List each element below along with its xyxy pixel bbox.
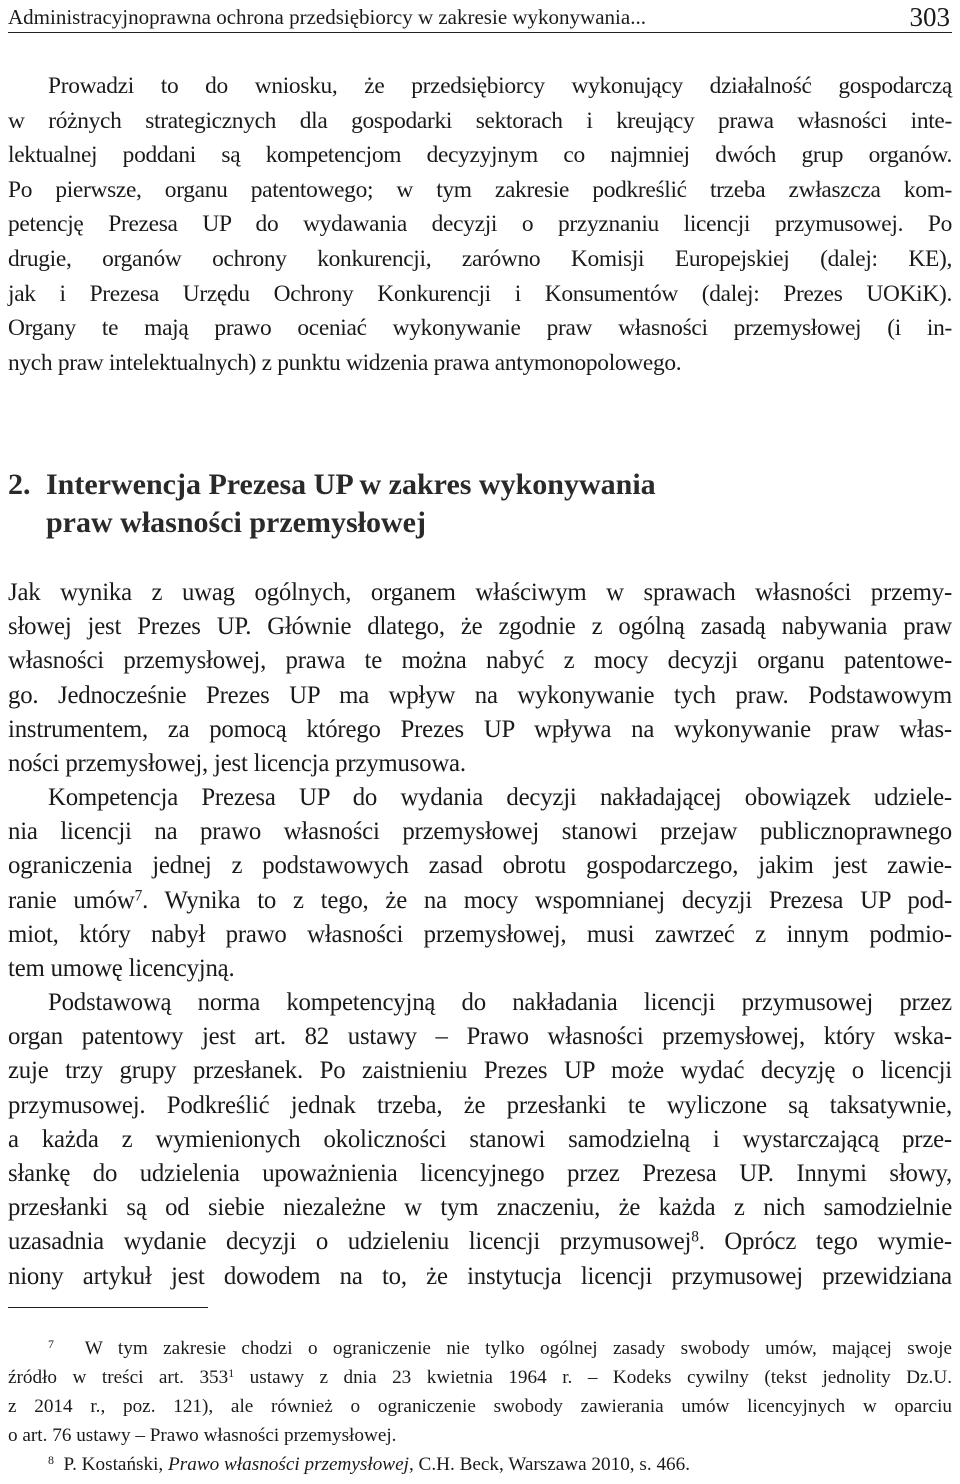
para3-line-5: a każda z wymienionych okoliczności stanowi samodzielną i wystarczającą prze- [8, 1125, 952, 1153]
footnote-7-line-4: o art. 76 ustawy – Prawo własności przemysłowej. [8, 1425, 397, 1446]
section-title-line-1: Interwencja Prezesa UP w zakres wykonywania [46, 468, 656, 501]
intro-line-6: drugie, organów ochrony konkurencji, zarówno Komisji Europejskiej (dalej: KE), [8, 246, 952, 272]
para3-line-8 [8, 1225, 952, 1259]
para2-line-1: Kompetencja Prezesa UP do wydania decyzji nakładającej obowiązek udziele- [48, 784, 952, 811]
page-number: 303 [909, 2, 950, 32]
footnote-7-line-2 [8, 1363, 952, 1392]
footnote-7-text-1: W tym zakresie chodzi o ograniczenie nie tylko ogólnej zasady swobody umów, mającej swoje [84, 1338, 952, 1359]
footnote-ref-8[interactable]: 8 [691, 1228, 699, 1246]
footnote-7-text-2b: ustawy z dnia 23 kwietnia 1964 r. – Kodeks cywilny (tekst jednolity Dz.U. [234, 1367, 952, 1388]
para1-line-1: Jak wynika z uwag ogólnych, organem właściwym w sprawach własności przemy- [8, 579, 952, 606]
intro-line-2: w różnych strategicznych dla gospodarki sektorach i kreujący prawa własności inte- [8, 107, 952, 134]
para1-line-2: słowej jest Prezes UP. Głównie dlatego, że zgodnie z ogólną zasadą nabywania praw [8, 613, 952, 641]
footnote-8-author: P. Kostański, [63, 1454, 169, 1475]
para2-line-4 [8, 884, 952, 918]
section-number: 2. [8, 468, 31, 501]
footnote-7-line-1 [8, 1334, 952, 1363]
footnote-7-number: 7 [48, 1337, 54, 1352]
para3-line-6: słankę do udzielenia upoważnienia licencyjnego przez Prezesa UP. Innymi słowy, [8, 1160, 952, 1187]
section-title-line-2: praw własności przemysłowej [46, 506, 426, 539]
para3-line-1: Podstawową norma kompetencyjną do nakładania licencji przymusowej przez [48, 989, 952, 1016]
footnote-8-title: Prawo własności przemysłowej [168, 1454, 409, 1475]
footnote-8-number: 8 [48, 1453, 54, 1468]
intro-line-3: lektualnej poddani są kompetencjom decyzyjnym co najmniej dwóch grup organów. [8, 142, 952, 169]
running-head-title: Administracyjnoprawna ochrona przedsiębiorcy w zakresie wykonywania... [8, 5, 646, 29]
footnote-separator [8, 1307, 208, 1308]
footnote-7-article-sup: 1 [228, 1366, 235, 1381]
para1-line-3: własności przemysłowej, prawa te można nabyć z mocy decyzji organu patentowe- [8, 647, 952, 675]
intro-line-1: Prowadzi to do wniosku, że przedsiębiorcy wykonujący działalność gospodarczą [48, 73, 952, 99]
para2-line-2: nia licencji na prawo własności przemysłowej stanowi przejaw publicznoprawnego [8, 818, 952, 846]
footnote-7-text-2a: źródło w treści art. 353 [8, 1367, 229, 1388]
para2-line-5: miot, który nabył prawo własności przemysłowej, musi zawrzeć z innym podmio- [8, 920, 952, 948]
footnote-8 [8, 1450, 952, 1479]
para1-line-4: go. Jednocześnie Prezes UP ma wpływ na wykonywanie tych praw. Podstawowym [8, 681, 952, 709]
intro-line-8: Organy te mają prawo oceniać wykonywanie praw własności przemysłowej (i in- [8, 315, 952, 342]
para1-line-5: instrumentem, za pomocą którego Prezes UP wpływa na wykonywanie praw włas- [8, 715, 952, 743]
para3-line-8-start: uzasadnia wydanie decyzji o udzieleniu licencji przymusowej [8, 1228, 692, 1256]
intro-line-4: Po pierwsze, organu patentowego; w tym zakresie podkreślić trzeba zwłaszcza kom- [8, 176, 952, 203]
para3-line-3: zuje trzy grupy przesłanek. Po zaistnieniu Prezes UP może wydać decyzję o licencji [8, 1057, 952, 1085]
para1-line-6: ności przemysłowej, jest licencja przymusowa. [8, 750, 466, 777]
para3-line-4: przymusowej. Podkreślić jednak trzeba, że przesłanki te wyliczone są taksatywnie, [8, 1091, 952, 1119]
para2-line-4-start: ranie umów [8, 886, 135, 914]
para2-line-6: tem umowę licencyjną. [8, 955, 235, 982]
intro-line-9: nych praw intelektualnych) z punktu widzenia prawa antymonopolowego. [8, 349, 682, 376]
footnote-8-rest: , C.H. Beck, Warszawa 2010, s. 466. [408, 1454, 691, 1475]
intro-paragraph [8, 69, 952, 104]
para3-line-8-end: . Oprócz tego wymie- [698, 1228, 952, 1256]
para3-line-2: organ patentowy jest art. 82 ustawy – Prawo własności przemysłowej, który wska- [8, 1023, 952, 1051]
footnote-7-line-3: z 2014 r., poz. 121), ale również o ograniczenie swobody zawierania umów licencyjnych w oparciu [8, 1396, 952, 1417]
intro-line-7: jak i Prezesa Urzędu Ochrony Konkurencji i Konsumentów (dalej: Prezes UOKiK). [8, 280, 952, 307]
para3-line-9: niony artykuł jest dowodem na to, że instytucja licencji przymusowej przewidziana [8, 1262, 952, 1290]
para2-line-3: ograniczenia jednej z podstawowych zasad obrotu gospodarczego, jakim jest zawie- [8, 852, 952, 880]
section-heading [8, 466, 656, 542]
footnote-ref-7[interactable]: 7 [134, 886, 143, 904]
para3-line-7: przesłanki są od siebie niezależne w tym znaczeniu, że każda z nich samodzielnie [8, 1194, 952, 1222]
para2-line-4-end: . Wynika to z tego, że na mocy wspomnianej decyzji Prezesa UP pod- [142, 886, 952, 914]
intro-line-5: petencję Prezesa UP do wydawania decyzji o przyznaniu licencji przymusowej. Po [8, 211, 952, 238]
running-head [8, 2, 952, 33]
